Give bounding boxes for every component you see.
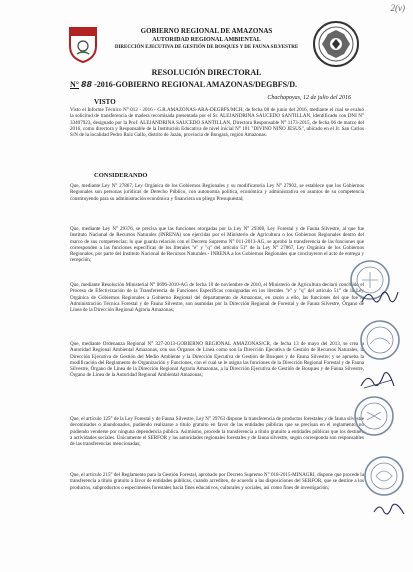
paragraph-ley-29763: Que, el artículo 125° de la Ley Forestal y de Fauna Silvestre, Ley N° 29763 dispone la transferencia de productos forestales y de fauna silvestre decomisados o abandonados, pudiendo realizarse a título gratuito en favor de las entidades públicas que se precisan en el reglamento, no pudiendo venderse por ninguna dependencia pública. Asimismo, procede la transferencia a título gratuito a entidades públicas que los destinen a actividades sociales. Únicamente el SERFOR y las autoridades regionales forestales y de fauna silvestre, según corresponda son responsables de las transferencias mencionadas; bbox=[70, 416, 364, 448]
paragraph-rm-0696: Que, mediante Resolución Ministerial N° 0696-2010-AG de fecha 10 de noviembre de 2010, el Ministerio de Agricultura declaró concluido el Proceso de Efectivización de la Transferencia de Funciones Específicas consignadas en los literales "e" y "q" del artículo 51° de la Ley Orgánica de Gobiernos Regionales a Gobierno Regional del departamento de Amazonas, en razón a ello, las funciones del que fue la Administración Técnica Forestal y de Fauna Silvestre, son asumidas por la Dirección Regional de Forestal y de Fauna Silvestre, Órgano de Línea de la Dirección Regional Agraria Amazonas; bbox=[70, 282, 364, 314]
resolution-title: RESOLUCIÓN DIRECTORAL bbox=[151, 68, 262, 77]
header-directorate: DIRECCIÓN EJECUTIVA DE GESTIÓN DE BOSQUES Y DE FAUNA SILVESTRE bbox=[114, 45, 299, 50]
official-stamp-icon bbox=[358, 318, 402, 362]
header-government: GOBIERNO REGIONAL DE AMAZONAS bbox=[140, 27, 273, 35]
number-handwritten: 88 bbox=[80, 80, 93, 89]
official-stamp-icon bbox=[362, 454, 406, 498]
handwritten-signature-icon bbox=[360, 286, 400, 308]
paragraph-ley-29376: Que, mediante Ley N° 29376, se precisa que las funciones otorgadas por la Ley N° 29308, Ley Forestal y de Fauna Silvestre, al que fue Instituto Nacional de Recursos Naturales (INRENA) son ejercidas por el Ministerio de Agricultura o los Gobiernos Regionales dentro del marco de sus competencias; lo que guarda relación con el Decreto Supremo N° 011-2013-AG, se aprobó la transferencia de las funciones que corresponden a las funciones específicas de los literales "e" y "q" del artículo 51° de la Ley N° 27867, Ley Orgánica de los Gobiernos Regionales, por parte del Instituto Nacional de Recursos Naturales - INRENA a los Gobiernos Regionales que concluyeron el acto de entrega y recepción; bbox=[70, 226, 364, 264]
paragraph-ley-27867: Que, mediante Ley N° 27867, Ley Orgánica de los Gobiernos Regionales y su modificatoria Ley N° 27902, se establece que los Gobiernos Regionales son personas jurídicas de Derecho Público, con autonomía política, económica y administrativa en asuntos de su competencia constituyendo para su administración económica y financiera un pliego Presupuestal; bbox=[70, 183, 364, 202]
handwritten-signature-icon bbox=[372, 498, 408, 520]
number-suffix: -2016-GOBIERNO REGIONAL AMAZONAS/DEGBFS/D. bbox=[94, 80, 298, 89]
section-considerando: CONSIDERANDO bbox=[94, 172, 148, 179]
header-authority: AUTORIDAD REGIONAL AMBIENTAL bbox=[152, 37, 261, 43]
paragraph-ordenanza-327: Que, mediante Ordenanza Regional N° 327-2013-GOBIERNO REGIONAL AMAZONAS/CR, de fecha 13 de mayo del 2013, se crea la Autoridad Regional Ambiental Amazonas, con sus Órganos de Línea como son la Dirección Ejecutiva de Gestión de Recursos Naturales, la Dirección Ejecutiva de Gestión del Medio Ambiente y la Dirección Ejecutiva de Gestión de Bosques y de Fauna Silvestre; y se aprueba la modificación del Reglamento de Organización y Funciones, con el cual se le asigna las funciones de la Dirección Regional Forestal y de Fauna Silvestre, Órgano de Línea de la Dirección Regional Agraria Amazonas, a la Dirección Ejecutiva de Gestión de Bosques y de Fauna Silvestre, Órgano de Línea de la Autoridad Regional Ambiental Amazonas; bbox=[70, 341, 364, 379]
handwritten-signature-icon bbox=[358, 368, 398, 392]
handwritten-page-mark: 2(v) bbox=[390, 3, 405, 13]
number-prefix: N° bbox=[70, 80, 79, 89]
official-stamp-icon bbox=[352, 394, 396, 438]
resolution-number bbox=[70, 80, 297, 89]
paragraph-visto: Visto el Informe Técnico N° 012 - 2016 - G.R.AMAZONAS-ARA-DEGBFS/MCH, de fecha 08 de junio del 2016, mediante el cual se evaluó la solicitud de transferencia de madera recomisada presentada por el Sr. ALEJANDRINA SAUCEDO SANTILLAN, identificado con DNI N° 33407923, designado por la Prof. ALEJANDRINA SAUCEDO SANTILLAN, Directora Responsable N° 1173-2015, de fecha 06 de marzo del 2016, como directora y Responsable de la Institución Educativa de nivel inicial N° 101 "DIVINO NIÑO JESUS", ubicado en el Jr. San Carlos S/N de la localidad Pedro Ruiz Gallo, distrito de Jazán, provincia de Bongará, región Amazonas. bbox=[70, 107, 364, 139]
paragraph-reglamento-215: Que, el artículo 215° del Reglamento para la Gestión Forestal, aprobado por Decreto Supremo N° 018-2015-MINAGRI, dispone que procede la transferencia a título gratuito a favor de entidades públicas, cuando acrediten, de acuerdo a las disposiciones del SERFOR, que se destine a los productos, subproductos o especímenes forestales hacia fines educativos, culturales y sociales, así como fines de investigación; bbox=[70, 472, 364, 491]
place-date: Chachapoyas, 12 de julio del 2016 bbox=[267, 95, 351, 101]
section-visto: VISTO bbox=[94, 98, 116, 106]
